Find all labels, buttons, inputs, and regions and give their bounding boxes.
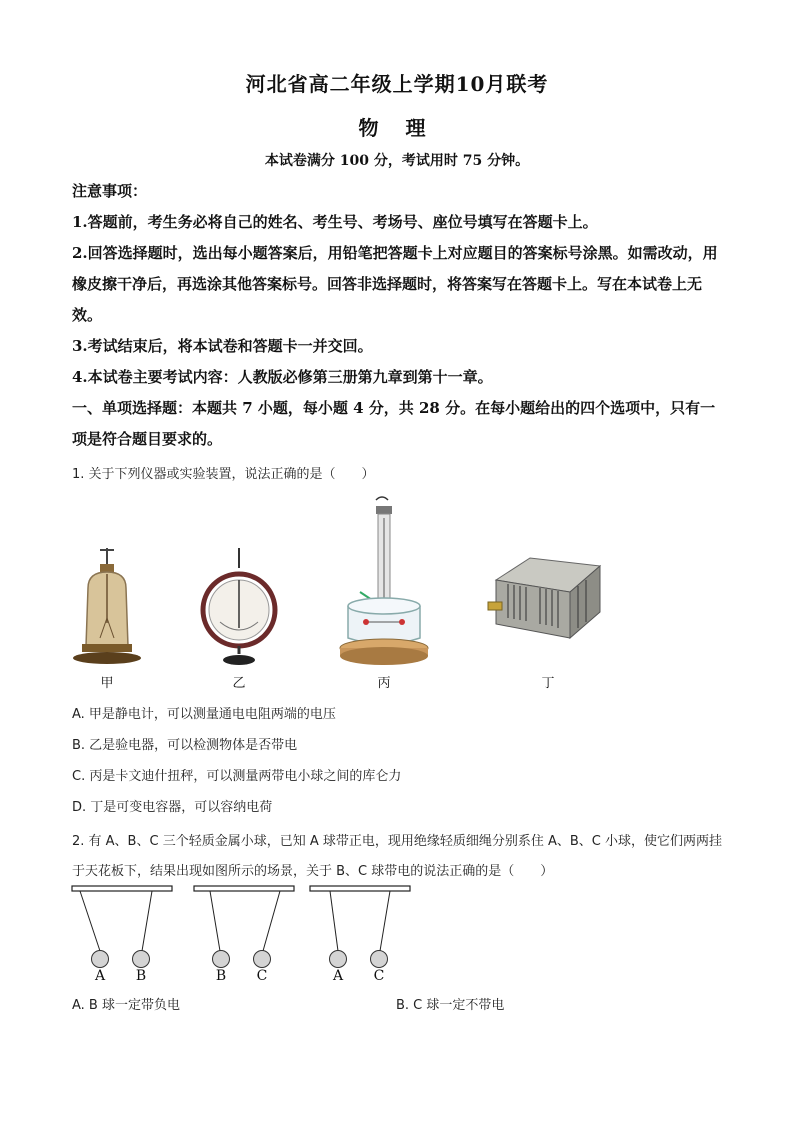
- q2-hanging-balls-figure: [70, 880, 420, 970]
- electrometer-image: [203, 548, 275, 665]
- ball-label-pair2-left: B: [215, 968, 227, 984]
- caption-ding-label: 丁: [541, 676, 555, 691]
- ball-label-pair1-left: A: [94, 968, 106, 984]
- pair-3-figure: [310, 886, 410, 968]
- q1-option-a: A. 甲是静电计，可以测量通电电阻两端的电压: [72, 707, 336, 722]
- note-item-1: 1.答题前，考生务必将自己的姓名、考生号、考场号、座位号填写在答题卡上。: [72, 213, 598, 231]
- q1-option-b: B. 乙是验电器，可以检测物体是否带电: [72, 738, 298, 753]
- section-heading: 一、单项选择题：本题共 7 小题，每小题 4 分，共 28 分。在每小题给出的四个选项中，只有一项是符合题目要求的。: [72, 399, 716, 448]
- electroscope-image: [73, 548, 141, 664]
- exam-title: 河北省高二年级上学期10月联考: [245, 72, 549, 96]
- caption-bing-label: 丙: [377, 676, 391, 691]
- q1-option-c: C. 丙是卡文迪什扭秤，可以测量两带电小球之间的库仑力: [72, 769, 402, 784]
- note-item-4: 4.本试卷主要考试内容：人教版必修第三册第九章到第十一章。: [72, 368, 493, 386]
- pair-2-figure: [194, 886, 294, 968]
- q1-apparatus-figure: [60, 488, 620, 673]
- q2-option-b: B. C 球一定不带电: [396, 998, 505, 1013]
- exam-info: 本试卷满分 100 分，考试用时 75 分钟。: [264, 153, 530, 169]
- caption-jia-label: 甲: [100, 676, 114, 691]
- ball-label-pair3-right: C: [373, 968, 385, 984]
- ball-label-pair3-left: A: [332, 968, 344, 984]
- subject-title: 物 理: [358, 116, 436, 140]
- ball-label-pair1-right: B: [135, 968, 147, 984]
- caption-yi-label: 乙: [232, 676, 246, 691]
- question-1-stem: 1. 关于下列仪器或实验装置，说法正确的是（ ）: [72, 467, 375, 482]
- variable-capacitor-image: [488, 558, 600, 638]
- q2-option-a: A. B 球一定带负电: [72, 998, 180, 1013]
- notes-heading: 注意事项：: [72, 182, 148, 200]
- note-item-2: 2.回答选择题时，选出每小题答案后，用铅笔把答题卡上对应题目的答案标号涂黑。如需改动，用橡皮擦干净后，再选涂其他答案标号。回答非选择题时，将答案写在答题卡上。写在本试卷上无效。: [72, 244, 718, 324]
- question-2-stem: 2. 有 A、B、C 三个轻质金属小球，已知 A 球带正电，现用绝缘轻质细绳分别系住 A、B、C 小球，使它们两两挂于天花板下，结果出现如图所示的场景，关于 B、C 球带电的说法正确的是（ ）: [72, 834, 723, 879]
- pair-1-figure: [72, 886, 172, 968]
- ball-label-pair2-right: C: [256, 968, 268, 984]
- q1-option-d: D. 丁是可变电容器，可以容纳电荷: [72, 800, 273, 815]
- torsion-balance-image: [340, 497, 428, 665]
- note-item-3: 3.考试结束后，将本试卷和答题卡一并交回。: [72, 337, 373, 355]
